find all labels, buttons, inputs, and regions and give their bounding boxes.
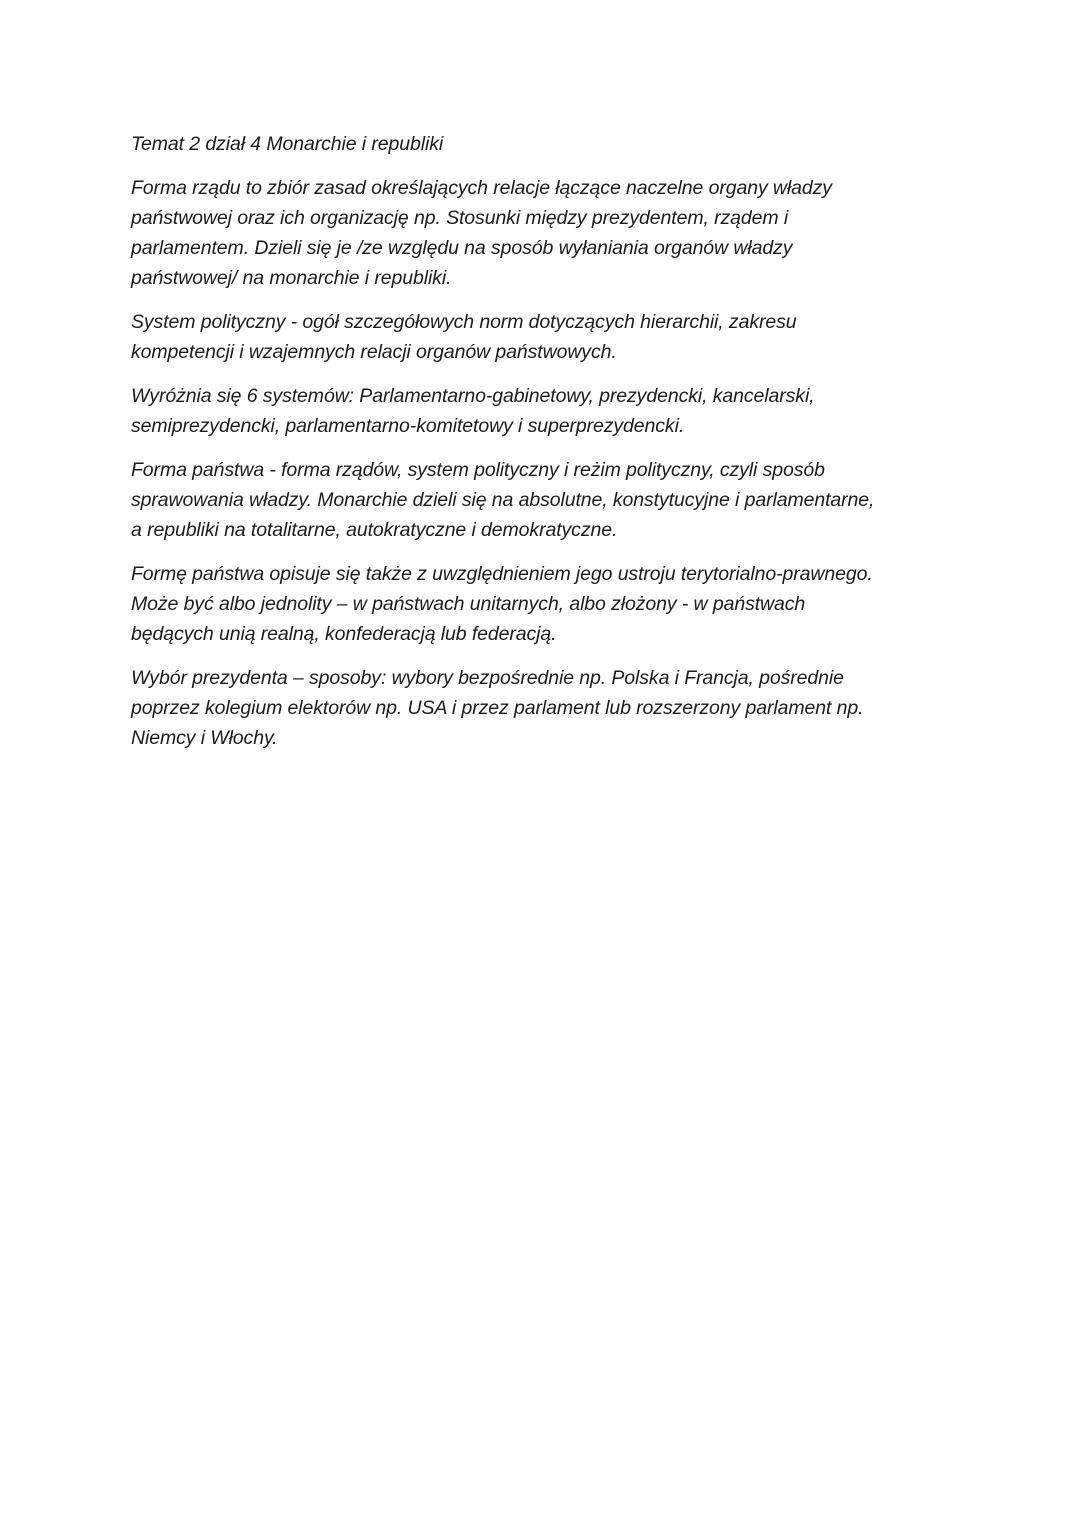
text-line: państwowej oraz ich organizację np. Stosunki między prezydentem, rządem i: [131, 207, 789, 229]
text-line: będących unią realną, konfederacją lub federacją.: [131, 623, 557, 645]
paragraph-system-polityczny: [131, 307, 951, 367]
paragraph-forma-panstwa: [131, 455, 951, 545]
text-line: a republiki na totalitarne, autokratyczne i demokratyczne.: [131, 519, 618, 541]
text-line: Niemcy i Włochy.: [131, 727, 278, 749]
paragraph-systemy: [131, 381, 951, 441]
paragraph-wybor-prezydenta: [131, 663, 951, 753]
title-line: Temat 2 dział 4 Monarchie i republiki: [131, 133, 444, 155]
text-line: semiprezydencki, parlamentarno-komitetowy i superprezydencki.: [131, 415, 685, 437]
text-line: Formę państwa opisuje się także z uwzględnieniem jego ustroju terytorialno-prawnego.: [131, 563, 873, 585]
document-body: [131, 129, 951, 767]
text-line: poprzez kolegium elektorów np. USA i przez parlament lub rozszerzony parlament np.: [131, 697, 864, 719]
text-line: Forma państwa - forma rządów, system polityczny i reżim polityczny, czyli sposób: [131, 459, 825, 481]
paragraph-forma-rzadu: [131, 173, 951, 293]
text-line: Wyróżnia się 6 systemów: Parlamentarno-gabinetowy, prezydencki, kancelarski,: [131, 385, 815, 407]
text-line: państwowej/ na monarchie i republiki.: [131, 267, 452, 289]
text-line: Forma rządu to zbiór zasad określających relacje łączące naczelne organy władzy: [131, 177, 832, 199]
text-line: parlamentem. Dzieli się je /ze względu na sposób wyłaniania organów władzy: [131, 237, 793, 259]
text-line: Wybór prezydenta – sposoby: wybory bezpośrednie np. Polska i Francja, pośrednie: [131, 667, 844, 689]
paragraph-ustroj: [131, 559, 951, 649]
text-line: Może być albo jednolity – w państwach unitarnych, albo złożony - w państwach: [131, 593, 806, 615]
document-title: [131, 129, 951, 159]
text-line: System polityczny - ogół szczegółowych norm dotyczących hierarchii, zakresu: [131, 311, 797, 333]
text-line: kompetencji i wzajemnych relacji organów państwowych.: [131, 341, 617, 363]
text-line: sprawowania władzy. Monarchie dzieli się na absolutne, konstytucyjne i parlamentarne,: [131, 489, 875, 511]
